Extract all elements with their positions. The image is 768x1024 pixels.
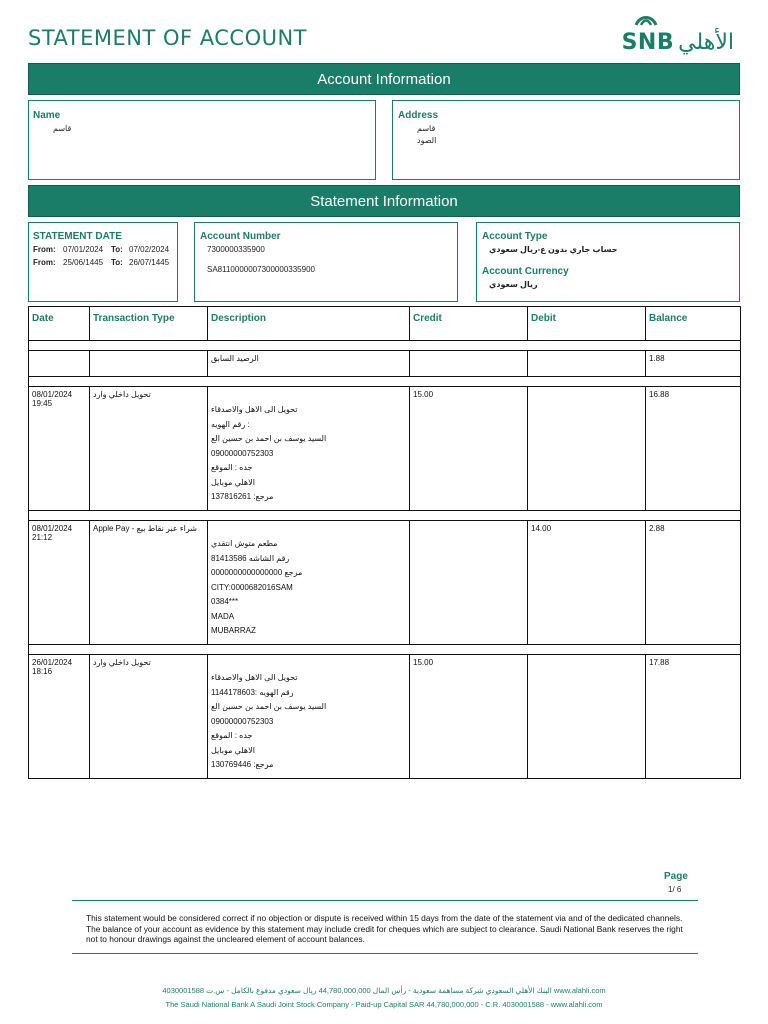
statement-information-band: Statement Information [28, 185, 740, 217]
footer-top-rule [72, 900, 698, 901]
desc-line: CITY:0000682016SAM [211, 582, 293, 592]
row-time: 18:16 [32, 667, 53, 676]
opening-description-text: الرصيد السابق [211, 354, 259, 363]
document-title: STATEMENT OF ACCOUNT [28, 26, 308, 50]
desc-line: الاهلي موبايل [211, 745, 255, 755]
desc-line: السيد يوسف بن احمد بن حسين الع [211, 702, 327, 711]
table-row [29, 387, 741, 511]
desc-line: MADA [211, 611, 235, 621]
row-credit: 15.00 [410, 387, 528, 511]
name-value: قاسم [53, 124, 72, 133]
desc-line: رقم الهويه : [211, 419, 250, 429]
row-time: 19:45 [32, 399, 53, 408]
from-gregorian: 07/01/2024 [63, 245, 104, 254]
from-hijri: 25/06/1445 [63, 258, 104, 267]
desc-line: 0000000000000000 مرجع [211, 568, 303, 577]
header-debit: Debit [528, 307, 646, 341]
to-gregorian: 07/02/2024 [129, 245, 170, 254]
opening-date [29, 351, 90, 377]
opening-description [208, 351, 410, 377]
name-box [28, 100, 376, 180]
row-description [208, 655, 410, 779]
desc-line: مطعم متوش انتقدي [211, 539, 278, 548]
header-transaction-type: Transaction Type [90, 307, 208, 341]
row-date: 26/01/2024 [32, 658, 73, 667]
footer-notice: This statement would be considered correct if no objection or dispute is received within 15 days from the date of the statement via and of the dedicated channels. The balance of your account as evidence by this statement may include credit for cheques which are subject to clearance. Saudi National Bank reserves the right not to honour drawings against the uncleared element of account balances. [86, 913, 683, 944]
account-currency: ريال سعودي [489, 280, 538, 289]
from-label: From: [33, 245, 56, 254]
row-type: تحويل داخلي وارد [90, 655, 208, 779]
address-box [392, 100, 740, 180]
opening-credit [410, 351, 528, 377]
to-hijri: 26/07/1445 [129, 258, 170, 267]
desc-line: 1144178603: رقم الهويه [211, 687, 294, 697]
row-debit [528, 387, 646, 511]
account-type: حساب جاري بدون ع-ريال سعودي [489, 245, 618, 254]
desc-line: تحويل الى الاهل والاصدقاء [211, 405, 298, 414]
page-label: Page [664, 871, 688, 882]
row-date: 08/01/2024 [32, 390, 73, 399]
from-label-hijri: From: [33, 258, 56, 267]
row-credit: 15.00 [410, 655, 528, 779]
table-header-row [29, 307, 741, 341]
row-date: 08/01/2024 [32, 524, 73, 533]
account-currency-label: Account Currency [482, 266, 569, 277]
page-number: 1/ 6 [668, 885, 682, 894]
account-information-band: Account Information [28, 63, 740, 95]
statement-date-box [28, 222, 178, 302]
desc-line: جده : الموقع [211, 731, 253, 740]
to-label-hijri: To: [111, 258, 123, 267]
row-type: تحويل داخلي وارد [90, 387, 208, 511]
address-label: Address [398, 110, 439, 121]
header-date: Date [29, 307, 90, 341]
row-type: Apple Pay - شراء عبر نقاط بيع [90, 521, 208, 645]
account-type-box [476, 222, 740, 302]
header-credit: Credit [410, 307, 528, 341]
account-number: 7300000335900 [207, 245, 265, 254]
opening-balance: 1.88 [646, 351, 741, 377]
table-row [29, 655, 741, 779]
row-balance: 17.88 [646, 655, 741, 779]
address-line-1: قاسم [417, 124, 436, 133]
row-credit [410, 521, 528, 645]
opening-debit [528, 351, 646, 377]
row-balance: 2.88 [646, 521, 741, 645]
footer-bottom-rule [72, 953, 698, 954]
desc-line: 137816261 :مرجع [211, 492, 274, 501]
desc-line: 81413586 رقم الشاشه [211, 553, 290, 563]
desc-line: 130769446 :مرجع [211, 760, 274, 769]
opening-type [90, 351, 208, 377]
desc-line: MUBARRAZ [211, 626, 256, 635]
logo-text-ar: الأهلي [678, 30, 734, 55]
to-label: To: [111, 245, 123, 254]
desc-line: جده : الموقع [211, 463, 253, 472]
statement-date-label: STATEMENT DATE [33, 231, 122, 242]
row-date-cell [29, 387, 90, 511]
desc-line: تحويل الى الاهل والاصدقاء [211, 673, 298, 682]
desc-line: السيد يوسف بن احمد بن حسين الع [211, 434, 327, 443]
row-balance: 16.88 [646, 387, 741, 511]
address-line-2: الصود [417, 136, 437, 145]
row-description [208, 521, 410, 645]
desc-line: 0384*** [211, 597, 239, 606]
footer-english-line: The Saudi National Bank A Saudi Joint Stock Company - Paid-up Capital SAR 44,780,000,000 - C.R. 4030001588 - www.alahli.com [165, 1000, 603, 1009]
snb-logo [622, 14, 734, 54]
account-number-label: Account Number [200, 231, 281, 242]
row-time: 21:12 [32, 533, 53, 542]
account-type-label: Account Type [482, 231, 548, 242]
desc-line: 09000000752303 [211, 716, 274, 726]
logo-text-en: SNB [621, 30, 675, 55]
name-label: Name [33, 110, 61, 121]
table-row [29, 521, 741, 645]
iban: SA8110000007300000335900 [207, 265, 315, 274]
row-date-cell [29, 521, 90, 645]
opening-balance-row [29, 351, 741, 377]
row-debit [528, 655, 646, 779]
desc-line: 09000000752303 [211, 448, 274, 458]
row-debit: 14.00 [528, 521, 646, 645]
header-balance: Balance [646, 307, 741, 341]
transactions-table [28, 306, 741, 779]
account-number-box [194, 222, 458, 302]
header-description: Description [208, 307, 410, 341]
footer-arabic-line: البنك الأهلي السعودي شركة مساهمة سعودية - رأس المال 44,780,000,000 ريال سعودي مدفوع بالكامل - س.ت 4030001588 www.alahli.com [162, 986, 606, 995]
row-description [208, 387, 410, 511]
row-date-cell [29, 655, 90, 779]
desc-line: الاهلي موبايل [211, 477, 255, 487]
snb-logo-mark-icon [634, 12, 658, 26]
